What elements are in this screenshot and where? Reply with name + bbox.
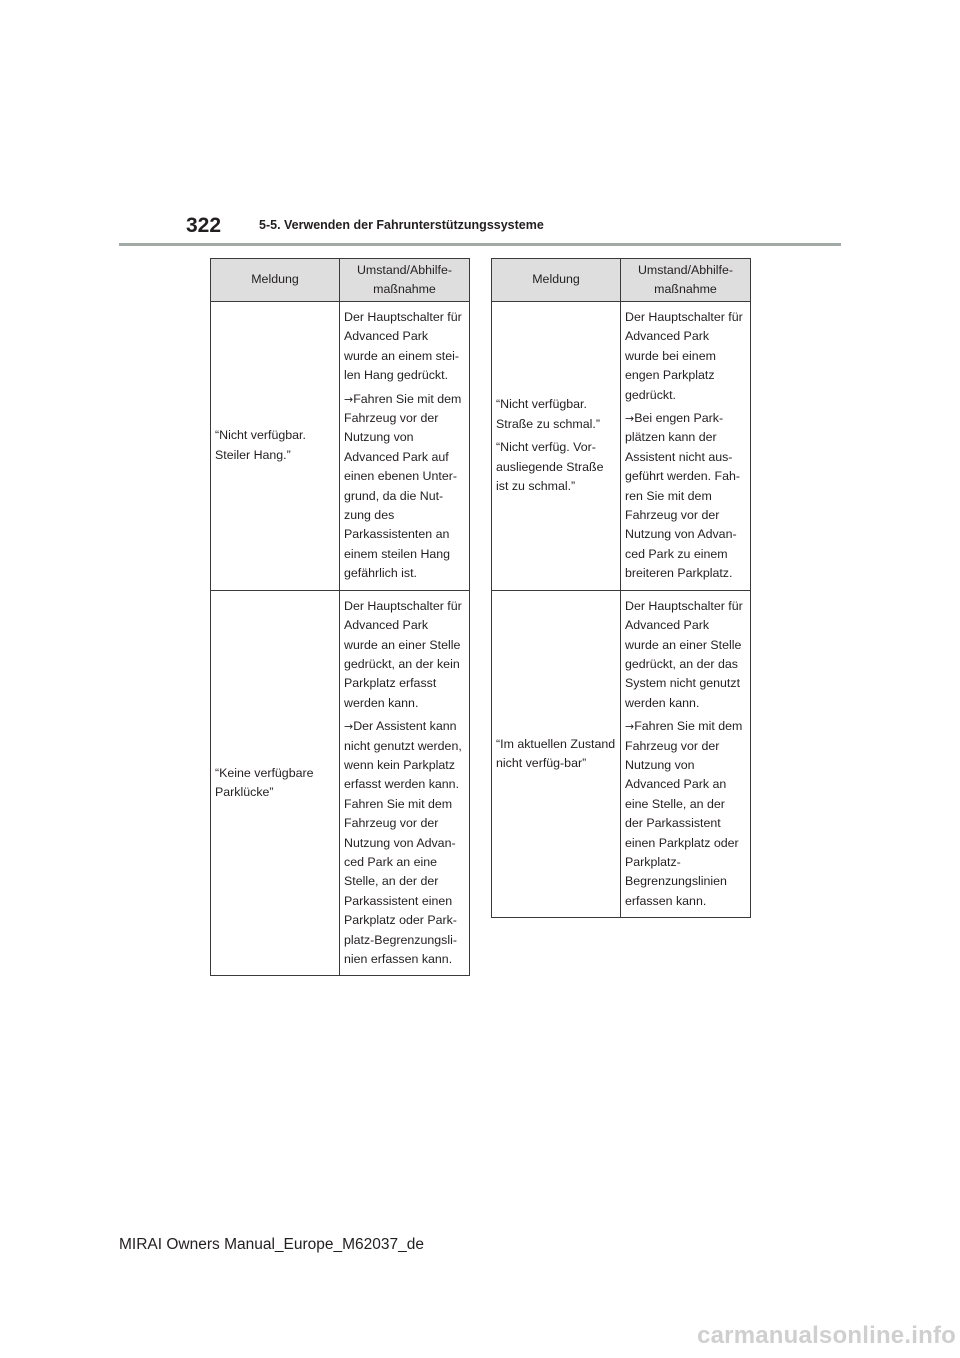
remedy-cell — [340, 302, 470, 591]
table-header-row — [492, 259, 751, 302]
remedy-action — [344, 390, 465, 584]
message-text: “Nicht verfügbar. Steiler Hang.” — [215, 428, 306, 462]
remedy-action — [625, 717, 746, 911]
message-text: “Keine verfügbare Parklücke” — [215, 765, 314, 800]
remedy-circumstance: Der Hauptschalter für Advanced Park wurde an einer Stelle gedrückt, an der kein Parkplatz erfasst werden kann. — [344, 598, 462, 710]
remedy-cell — [340, 590, 470, 976]
message-cell — [492, 590, 621, 918]
header-message: Meldung — [211, 259, 340, 302]
table-row — [492, 590, 751, 918]
message-text: “Im aktuellen Zustand nicht verfüg-bar” — [496, 736, 616, 770]
arrow-right-icon: → — [625, 720, 635, 734]
arrow-right-icon: → — [344, 720, 354, 734]
footer-manual-name: MIRAI Owners Manual_Europe_M62037_de — [119, 1236, 425, 1253]
message-table-right — [491, 258, 751, 918]
arrow-right-icon: → — [344, 392, 354, 406]
table-header-row — [211, 259, 470, 302]
message-text: “Nicht verfüg. Vor-ausliegende Straße ist zu schmal.” — [496, 440, 604, 493]
remedy-action-text: Der Assistent kann nicht genutzt werden, wenn kein Parkplatz erfasst werden kann. Fahren Sie mit dem Fahrzeug vor der Nutzung von Advan-ced Park an eine Stelle, an der der Parkassistent einen Parkplatz oder Park-platz-Begrenzungsli-nien erfassen kann. — [344, 719, 462, 966]
header-remedy: Umstand/Abhilfe-maßnahme — [621, 259, 751, 302]
remedy-cell — [621, 302, 751, 591]
section-title: 5-5. Verwenden der Fahrunterstützungssysteme — [259, 218, 544, 232]
remedy-action — [344, 717, 465, 969]
remedy-circumstance: Der Hauptschalter für Advanced Park wurde an einem stei-len Hang gedrückt. — [344, 310, 462, 383]
remedy-action — [625, 409, 746, 584]
remedy-circumstance: Der Hauptschalter für Advanced Park wurde an einer Stelle gedrückt, an der das System nicht genutzt werden kann. — [625, 598, 743, 710]
remedy-action-text: Fahren Sie mit dem Fahrzeug vor der Nutzung von Advanced Park auf einen ebenen Unter-grund, da die Nut-zung des Parkassistenten an einem steilen Hang gefährlich ist. — [344, 391, 462, 581]
remedy-action-text: Bei engen Park-plätzen kann der Assistent nicht aus-geführt werden. Fah-ren Sie mit dem Fahrzeug vor der Nutzung von Advan-ced Park zu einem breiteren Parkplatz. — [625, 411, 741, 581]
table-row — [211, 590, 470, 976]
page-number: 322 — [186, 214, 222, 237]
table-row — [492, 302, 751, 591]
remedy-action-text: Fahren Sie mit dem Fahrzeug vor der Nutzung von Advanced Park an eine Stelle, an der der Parkassistent einen Parkplatz oder Parkplatz-Begrenzungslinien erfassen kann. — [625, 719, 743, 908]
message-cell — [211, 302, 340, 591]
arrow-right-icon: → — [625, 412, 635, 426]
header-remedy: Umstand/Abhilfe-maßnahme — [340, 259, 470, 302]
remedy-cell — [621, 590, 751, 918]
message-table-left — [210, 258, 470, 976]
remedy-circumstance: Der Hauptschalter für Advanced Park wurde bei einem engen Parkplatz gedrückt. — [625, 310, 743, 402]
message-cell — [211, 590, 340, 976]
watermark: carmanualsonline.info — [697, 1322, 956, 1349]
table-row — [211, 302, 470, 591]
header-message: Meldung — [492, 259, 621, 302]
header-divider — [119, 243, 841, 246]
message-cell — [492, 302, 621, 591]
message-text: “Nicht verfügbar. Straße zu schmal.” — [496, 397, 600, 431]
